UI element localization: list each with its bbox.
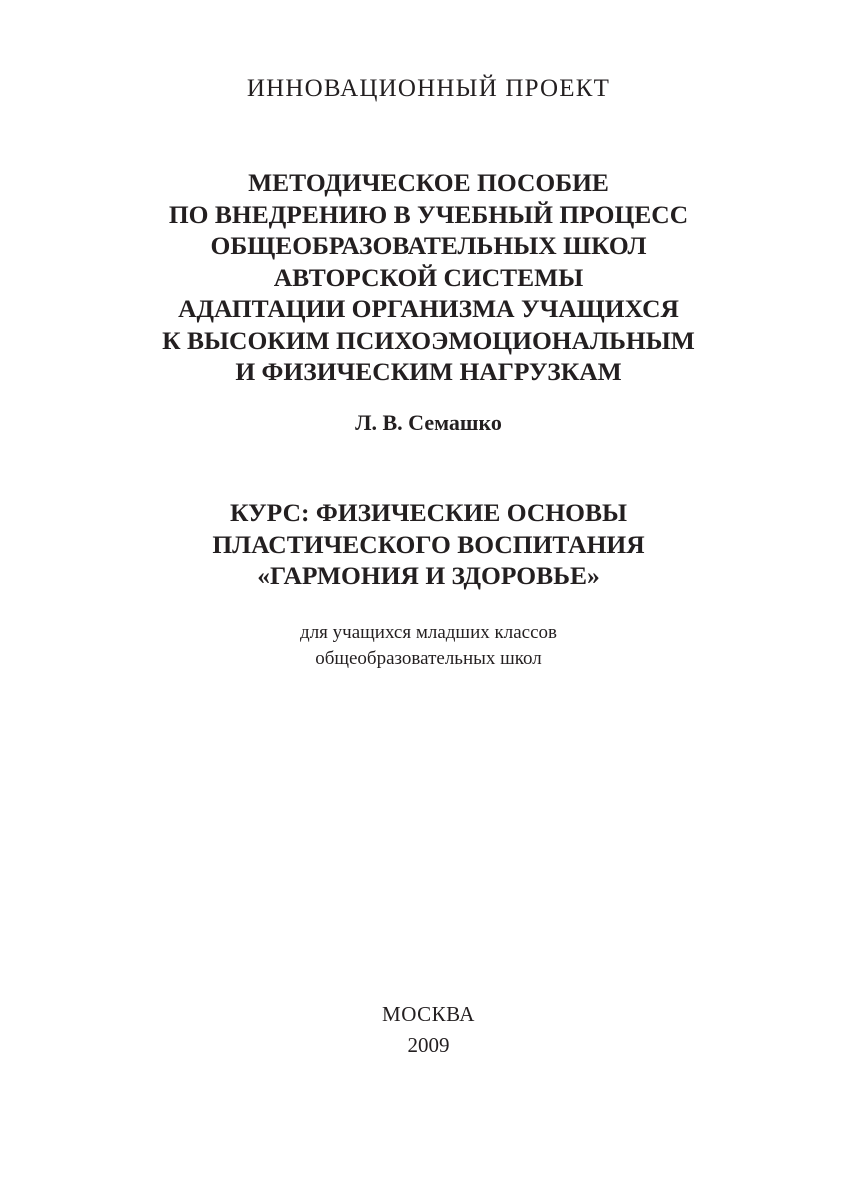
author-name: Л. В. Семашко (355, 410, 502, 435)
title-line: МЕТОДИЧЕСКОЕ ПОСОБИЕ (248, 168, 609, 197)
audience-note (0, 620, 857, 672)
title-line: ПО ВНЕДРЕНИЮ В УЧЕБНЫЙ ПРОЦЕСС (168, 199, 689, 229)
course-title-line: КУРС: ФИЗИЧЕСКИЕ ОСНОВЫ (229, 498, 628, 527)
imprint-city: МОСКВА (382, 1002, 475, 1026)
imprint-year: 2009 (407, 1033, 450, 1057)
title-line: И ФИЗИЧЕСКИМ НАГРУЗКАМ (235, 357, 622, 386)
course-title-line: ПЛАСТИЧЕСКОГО ВОСПИТАНИЯ (212, 529, 645, 559)
course-title (0, 497, 857, 592)
audience-line: общеобразовательных школ (315, 648, 542, 669)
audience-line: для учащихся младших классов (300, 622, 557, 643)
title-line: АДАПТАЦИИ ОРГАНИЗМА УЧАЩИХСЯ (178, 294, 679, 323)
title-line: АВТОРСКОЙ СИСТЕМЫ (273, 262, 584, 292)
project-label: ИННОВАЦИОННЫЙ ПРОЕКТ (246, 75, 611, 102)
title-line: К ВЫСОКИМ ПСИХОЭМОЦИОНАЛЬНЫМ (162, 325, 695, 355)
document-title (0, 167, 857, 388)
course-title-line: «ГАРМОНИЯ И ЗДОРОВЬЕ» (257, 561, 600, 590)
title-line: ОБЩЕОБРАЗОВАТЕЛЬНЫХ ШКОЛ (210, 231, 647, 260)
